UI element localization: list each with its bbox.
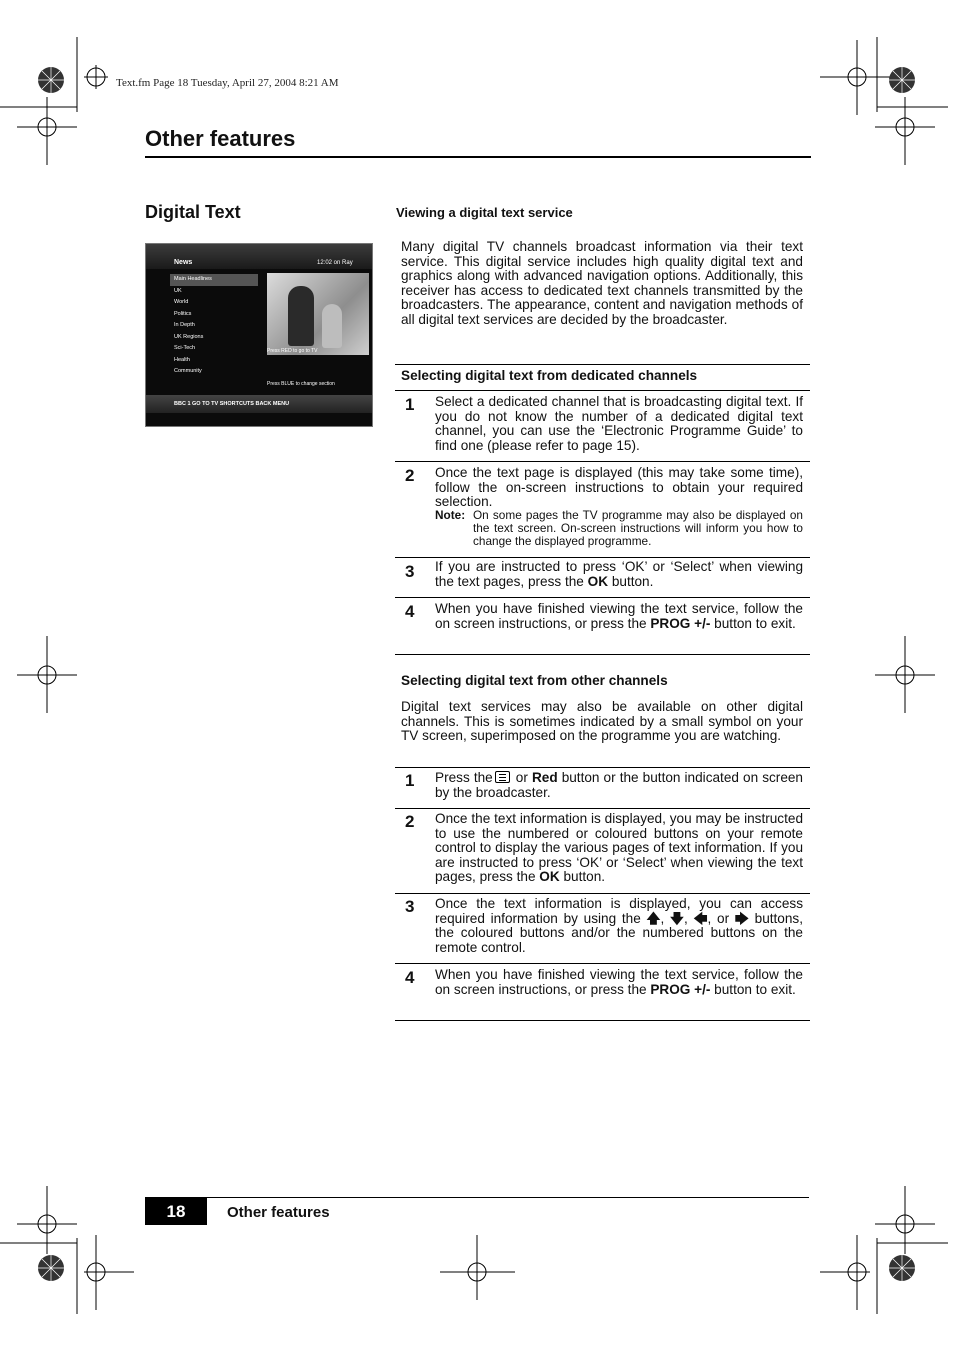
tv-caption-red: Press RED to go to TV bbox=[267, 348, 318, 354]
footer-label: Other features bbox=[227, 1204, 330, 1221]
down-arrow-icon: 🡇 bbox=[670, 910, 684, 926]
step-number: 4 bbox=[405, 968, 415, 987]
step-rule bbox=[395, 654, 810, 655]
tv-menu-item: Main Headlines bbox=[170, 274, 258, 286]
ok-button-label: OK bbox=[587, 573, 609, 589]
tv-menu-item: Health bbox=[174, 356, 190, 363]
tv-menu bbox=[170, 274, 258, 378]
other-intro: Digital text services may also be available on other digital channels. This is sometimes indicated by a small symbol on your TV screen, superimposed on the programme you are watching. bbox=[401, 699, 803, 743]
step-rule bbox=[395, 1020, 810, 1021]
step-text: Select a dedicated channel that is broadcasting digital text. If you do not know the number of a dedicated digital text channel, you can use the ‘Electronic Programme Guide’ to find one (please refer to page 15). bbox=[435, 394, 803, 453]
step-number: 4 bbox=[405, 602, 415, 621]
footer-rule bbox=[145, 1197, 809, 1198]
digital-text-screenshot bbox=[145, 243, 373, 427]
tv-guest-shape bbox=[322, 304, 342, 348]
tv-time: 12:02 on Ray bbox=[317, 260, 353, 266]
step-text-part: button to exit. bbox=[710, 615, 796, 631]
ok-button-label: OK bbox=[539, 869, 560, 884]
note bbox=[435, 509, 803, 548]
tv-bottom-bar-text: BBC 1 GO TO TV SHORTCUTS BACK MENU bbox=[174, 401, 290, 407]
viewing-heading: Viewing a digital text service bbox=[396, 205, 573, 220]
tv-menu-item: World bbox=[174, 299, 189, 305]
prog-button-label: PROG +/- bbox=[650, 981, 711, 997]
viewing-intro: Many digital TV channels broadcast information via their text service. This digital service includes high quality digital text and graphics along with advanced navigation options. Additionally, this receiver has access to dedicated text channels transmitted by the broadcasters. The appearance, content and navigation methods of all digital text services are decided by the broadcaster. bbox=[401, 239, 803, 327]
step-rule bbox=[395, 893, 810, 894]
step-text bbox=[435, 812, 803, 885]
step-rule bbox=[395, 557, 810, 558]
step-text-part: button. bbox=[559, 869, 606, 884]
step-number: 2 bbox=[405, 812, 415, 831]
step-text-part: button. bbox=[608, 573, 654, 589]
right-arrow-icon: 🡆 bbox=[734, 910, 749, 926]
step-rule bbox=[395, 963, 810, 964]
page-title: Other features bbox=[145, 126, 296, 151]
tv-menu-item: UK bbox=[174, 287, 182, 294]
title-rule bbox=[145, 156, 811, 158]
step-text-part: button to exit. bbox=[710, 981, 796, 997]
text-button-icon bbox=[495, 771, 510, 783]
box-rule bbox=[395, 364, 810, 365]
step-text-part: buttons, the coloured buttons and/or the numbered buttons on the remote control. bbox=[435, 910, 803, 955]
tv-menu-item: Community bbox=[174, 368, 202, 374]
step-text-part: When you have finished viewing the text service, follow the on screen instructions, or press the bbox=[435, 967, 803, 997]
file-header-info: Text.fm Page 18 Tuesday, April 27, 2004 8:21 AM bbox=[116, 77, 339, 89]
step-text-part: When you have finished viewing the text service, follow the on screen instructions, or press the bbox=[435, 601, 803, 631]
box-rule bbox=[395, 767, 810, 768]
step-text-part: Once the text information is displayed, you can access required information by using the bbox=[435, 896, 803, 926]
step-text-part: If you are instructed to press ‘OK’ or ‘Select’ when viewing the text pages, press the bbox=[435, 559, 803, 589]
tv-picture bbox=[267, 273, 369, 355]
note-label: Note: bbox=[435, 508, 466, 522]
red-button-label: Red bbox=[531, 770, 558, 785]
step-number: 3 bbox=[405, 897, 415, 916]
dedicated-heading: Selecting digital text from dedicated channels bbox=[401, 368, 698, 383]
tv-menu-item: UK Regions bbox=[174, 333, 204, 340]
step-rule bbox=[395, 808, 810, 809]
step-text-part: button or the button indicated on screen by the broadcaster. bbox=[435, 770, 803, 800]
step-text: Once the text information is displayed, you can access required information by using the 🡅, 🡇, 🡄, or 🡆 buttons, the coloured buttons and/or the numbered buttons on the remote control. bbox=[435, 896, 803, 955]
box-rule bbox=[395, 390, 810, 391]
step-text bbox=[435, 771, 803, 800]
other-heading: Selecting digital text from other channels bbox=[401, 673, 668, 688]
up-arrow-icon: 🡅 bbox=[646, 910, 661, 926]
tv-presenter-shape bbox=[288, 286, 314, 346]
tv-menu-item: Sci-Tech bbox=[174, 345, 196, 351]
step-text-part: Press the bbox=[435, 770, 493, 785]
tv-menu-item: In Depth bbox=[174, 322, 195, 328]
step-text bbox=[435, 560, 803, 589]
tv-menu-item: Politics bbox=[174, 310, 192, 317]
prog-button-label: PROG +/- bbox=[650, 615, 711, 631]
step-number: 2 bbox=[405, 466, 415, 485]
page-number: 18 bbox=[145, 1198, 207, 1225]
step-number: 3 bbox=[405, 562, 415, 581]
step-rule bbox=[395, 461, 810, 462]
section-title: Digital Text bbox=[145, 202, 241, 222]
step-text-part: or bbox=[511, 770, 532, 785]
note-text: On some pages the TV programme may also be displayed on the text screen. On-screen instructions will inform you how to change the displayed programme. bbox=[473, 508, 803, 548]
step-number: 1 bbox=[405, 395, 415, 414]
step-text-part: Once the text information is displayed, you may be instructed to use the numbered or coloured buttons on your remote control to display the various pages of text information. If you are instructed to press ‘OK’ or ‘Select’ when viewing the text pages, press the bbox=[435, 811, 803, 884]
step-number: 1 bbox=[405, 771, 415, 790]
step-text: Once the text page is displayed (this may take some time), follow the on-screen instructions to obtain your required selection. bbox=[435, 465, 803, 509]
step-rule bbox=[395, 597, 810, 598]
tv-caption-blue: Press BLUE to change section bbox=[267, 381, 335, 387]
left-arrow-icon: 🡄 bbox=[693, 910, 708, 926]
step-text bbox=[435, 602, 803, 631]
tv-heading: News bbox=[174, 259, 193, 266]
step-text bbox=[435, 968, 803, 997]
